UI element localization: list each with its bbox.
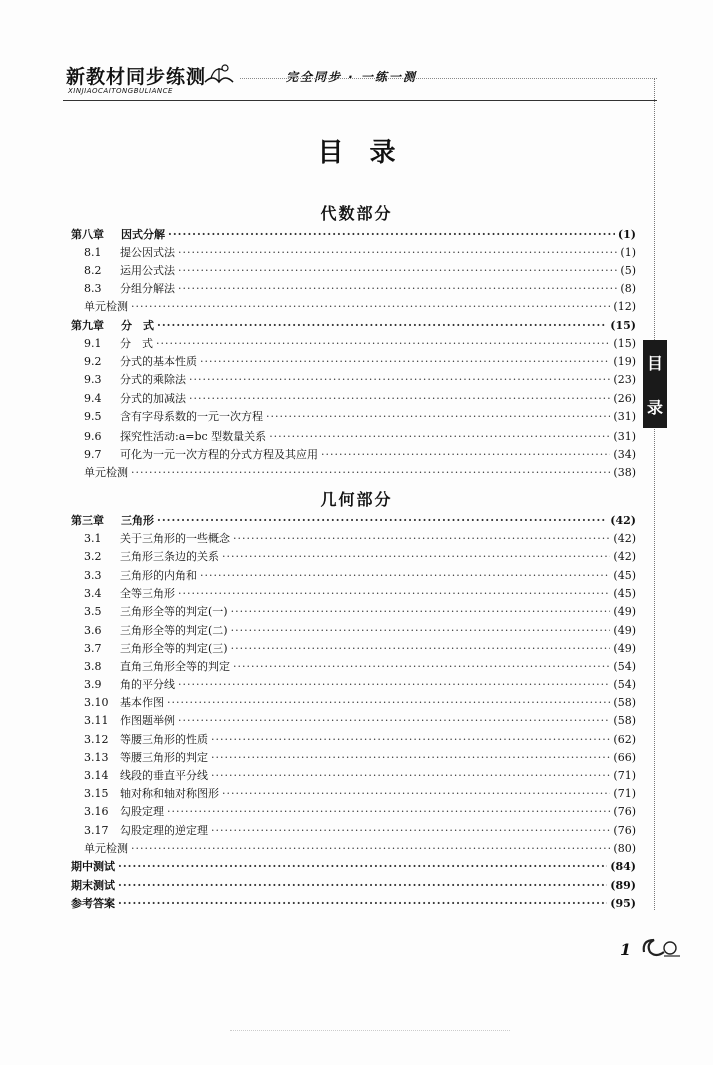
toc-entry-label: 角的平分线 [120, 678, 175, 691]
toc-entry[interactable] [84, 262, 636, 279]
toc-leader-dots [211, 767, 610, 784]
toc-entry[interactable] [84, 803, 636, 820]
toc-leader-dots [167, 694, 610, 711]
toc-entry[interactable] [84, 585, 636, 602]
toc-entry[interactable] [84, 390, 636, 407]
toc-leader-dots [131, 298, 610, 315]
toc-entry-label: 轴对称和轴对称图形 [120, 787, 219, 800]
toc-entry-page: (80) [613, 842, 636, 855]
bottom-noise [230, 1030, 510, 1035]
toc-entry[interactable] [84, 371, 636, 388]
toc-leader-dots [200, 567, 610, 584]
toc-leader-dots [211, 749, 610, 766]
toc-leader-dots [211, 822, 610, 839]
toc-entry-page: (58) [613, 696, 636, 709]
toc-entry-number: 9.2 [84, 355, 102, 368]
toc-leader-dots [131, 840, 610, 857]
toc-entry[interactable] [84, 244, 636, 261]
toc-leader-dots [157, 317, 607, 334]
toc-entry-number: 3.14 [84, 769, 109, 782]
toc-entry-page: (76) [613, 805, 636, 818]
toc-entry-number: 3.3 [84, 569, 102, 582]
toc-entry-page: (12) [613, 300, 636, 313]
toc-entry-label: 含有字母系数的一元一次方程 [120, 410, 263, 423]
toc-entry[interactable] [84, 280, 636, 297]
toc-entry-label: 三角形三条边的关系 [120, 550, 219, 563]
toc-entry-label: 三角形全等的判定(一) [120, 605, 228, 618]
toc-entry-number: 8.1 [84, 246, 102, 259]
toc-entry-number: 3.7 [84, 642, 102, 655]
toc-entry-label: 三角形全等的判定(二) [120, 624, 228, 637]
toc-entry[interactable] [71, 877, 636, 894]
side-tab-char: 录 [646, 397, 663, 417]
toc-entry-page: (42) [613, 550, 636, 563]
toc-entry-page: (31) [613, 410, 636, 423]
toc-entry[interactable] [84, 694, 636, 711]
header-rule [63, 100, 657, 101]
toc-entry-number: 3.2 [84, 550, 102, 563]
toc-entry-number: 9.6 [84, 430, 102, 443]
toc-entry-label: 探究性活动:a=bc 型数量关系 [120, 430, 267, 443]
toc-entry[interactable] [84, 822, 636, 839]
toc-entry-page: (1) [617, 228, 636, 241]
toc-entry-page: (19) [613, 355, 636, 368]
toc-entry-label: 分 式 [120, 337, 153, 350]
toc-leader-dots [178, 262, 617, 279]
toc-entry-label: 可化为一元一次方程的分式方程及其应用 [120, 448, 318, 461]
toc-entry[interactable] [84, 785, 636, 802]
section-title: 代数部分 [320, 204, 393, 223]
toc-entry[interactable] [71, 858, 636, 875]
header-slogan: 完全同步 · 一练一测 [286, 70, 417, 84]
decoration-icon [640, 930, 682, 962]
toc-entry[interactable] [84, 335, 636, 352]
toc-entry-page: (58) [613, 714, 636, 727]
toc-entry-page: (31) [613, 430, 636, 443]
toc-entry-number: 第八章 [71, 228, 104, 241]
toc-leader-dots [189, 390, 610, 407]
toc-entry-label: 分式的乘除法 [120, 373, 186, 386]
toc-entry-label: 线段的垂直平分线 [120, 769, 208, 782]
toc-entry[interactable] [84, 408, 636, 425]
toc-entry-number: 9.5 [84, 410, 102, 423]
toc-entry-page: (84) [610, 860, 636, 873]
toc-entry-number: 3.10 [84, 696, 109, 709]
toc-entry-label: 全等三角形 [120, 587, 175, 600]
toc-leader-dots [200, 353, 610, 370]
toc-entry-label: 单元检测 [84, 842, 128, 855]
toc-leader-dots [269, 428, 610, 445]
toc-leader-dots [118, 858, 607, 875]
toc-leader-dots [231, 640, 611, 657]
toc-entry[interactable] [84, 548, 636, 565]
side-tab [643, 340, 667, 428]
toc-entry-page: (34) [613, 448, 636, 461]
toc-entry-label: 三角形的内角和 [120, 569, 197, 582]
toc-entry[interactable] [84, 840, 636, 857]
page-title: 目录 [317, 138, 422, 168]
toc-entry-page: (89) [610, 879, 636, 892]
section-title: 几何部分 [320, 490, 393, 509]
toc-leader-dots [178, 712, 610, 729]
toc-entry-number: 3.1 [84, 532, 102, 545]
toc-entry-label: 提公因式法 [120, 246, 175, 259]
toc-entry-label: 期中测试 [71, 860, 115, 873]
toc-entry-label: 期末测试 [71, 879, 115, 892]
toc-entry-page: (66) [613, 751, 636, 764]
toc-leader-dots [118, 877, 607, 894]
toc-leader-dots [168, 226, 615, 243]
toc-entry-page: (95) [610, 897, 636, 910]
toc-leader-dots [157, 512, 607, 529]
toc-entry-label: 运用公式法 [120, 264, 175, 277]
toc-entry-number: 9.3 [84, 373, 102, 386]
toc-entry-label: 直角三角形全等的判定 [120, 660, 230, 673]
toc-leader-dots [118, 895, 607, 912]
toc-leader-dots [178, 676, 610, 693]
toc-entry-label: 等腰三角形的判定 [120, 751, 208, 764]
toc-leader-dots [178, 280, 617, 297]
toc-entry[interactable] [71, 512, 636, 529]
toc-leader-dots [266, 408, 610, 425]
toc-entry[interactable] [84, 530, 636, 547]
toc-entry-page: (71) [613, 769, 636, 782]
toc-leader-dots [156, 335, 610, 352]
toc-entry[interactable] [84, 428, 636, 445]
toc-entry[interactable] [84, 464, 636, 481]
toc-entry-number: 8.2 [84, 264, 102, 277]
toc-leader-dots [233, 530, 610, 547]
toc-entry-number: 3.5 [84, 605, 102, 618]
toc-leader-dots [167, 803, 610, 820]
toc-leader-dots [222, 548, 610, 565]
toc-entry-number: 3.13 [84, 751, 109, 764]
toc-entry-number: 第三章 [71, 514, 104, 527]
toc-entry[interactable] [84, 712, 636, 729]
toc-entry-page: (5) [620, 264, 636, 277]
toc-entry-number: 3.8 [84, 660, 102, 673]
toc-entry-page: (45) [613, 569, 636, 582]
toc-entry-number: 3.9 [84, 678, 102, 691]
toc-entry-page: (23) [613, 373, 636, 386]
toc-entry[interactable] [84, 298, 636, 315]
toc-entry-label: 作图题举例 [120, 714, 175, 727]
toc-entry-page: (71) [613, 787, 636, 800]
toc-entry-label: 基本作图 [120, 696, 164, 709]
toc-leader-dots [211, 731, 610, 748]
toc-entry-label: 单元检测 [84, 300, 128, 313]
toc-entry-label: 等腰三角形的性质 [120, 733, 208, 746]
toc-entry-page: (42) [613, 532, 636, 545]
toc-entry-number: 3.6 [84, 624, 102, 637]
toc-entry-number: 9.4 [84, 392, 102, 405]
toc-entry-page: (49) [613, 605, 636, 618]
book-icon [203, 62, 235, 90]
toc-entry-number: 第九章 [71, 319, 104, 332]
toc-entry-number: 3.16 [84, 805, 109, 818]
page-number: 1 [620, 940, 632, 959]
toc-entry[interactable] [84, 658, 636, 675]
toc-leader-dots [178, 585, 610, 602]
toc-entry[interactable] [84, 749, 636, 766]
toc-entry-page: (15) [613, 337, 636, 350]
toc-entry-page: (1) [620, 246, 636, 259]
toc-entry-number: 8.3 [84, 282, 102, 295]
toc-entry-page: (45) [613, 587, 636, 600]
toc-entry-label: 分式的基本性质 [120, 355, 197, 368]
toc-leader-dots [231, 603, 611, 620]
toc-leader-dots [189, 371, 610, 388]
toc-leader-dots [321, 446, 610, 463]
toc-entry-label: 关于三角形的一些概念 [120, 532, 230, 545]
toc-entry-page: (15) [610, 319, 636, 332]
header-brand: 新教材同步练测 [66, 66, 207, 88]
toc-entry[interactable] [84, 603, 636, 620]
toc-entry-page: (54) [613, 678, 636, 691]
header-pinyin: XINJIAOCAITONGBULIANCE [68, 87, 173, 95]
toc-entry-label: 三角形 [121, 514, 154, 527]
toc-entry-page: (38) [613, 466, 636, 479]
toc-entry-label: 分 式 [121, 319, 154, 332]
toc-entry-number: 9.7 [84, 448, 102, 461]
toc-leader-dots [178, 244, 617, 261]
toc-entry-label: 勾股定理 [120, 805, 164, 818]
toc-entry-label: 参考答案 [71, 897, 115, 910]
toc-entry-page: (49) [613, 624, 636, 637]
toc-entry-label: 勾股定理的逆定理 [120, 824, 208, 837]
toc-entry[interactable] [84, 676, 636, 693]
toc-entry[interactable] [71, 317, 636, 334]
toc-entry-page: (26) [613, 392, 636, 405]
toc-entry[interactable] [84, 622, 636, 639]
toc-entry-label: 三角形全等的判定(三) [120, 642, 228, 655]
toc-entry[interactable] [84, 353, 636, 370]
top-dotted-border [240, 78, 657, 79]
toc-leader-dots [233, 658, 610, 675]
toc-entry[interactable] [71, 226, 636, 243]
toc-entry-number: 3.15 [84, 787, 109, 800]
toc-entry-number: 3.4 [84, 587, 102, 600]
toc-entry-number: 3.12 [84, 733, 109, 746]
toc-entry-page: (42) [610, 514, 636, 527]
toc-entry-page: (62) [613, 733, 636, 746]
toc-entry[interactable] [84, 731, 636, 748]
toc-entry-page: (54) [613, 660, 636, 673]
toc-entry[interactable] [84, 567, 636, 584]
toc-entry[interactable] [84, 640, 636, 657]
toc-entry-page: (8) [620, 282, 636, 295]
toc-leader-dots [222, 785, 610, 802]
toc-leader-dots [131, 464, 610, 481]
toc-entry-page: (76) [613, 824, 636, 837]
toc-entry-label: 分组分解法 [120, 282, 175, 295]
toc-entry-number: 9.1 [84, 337, 102, 350]
side-tab-char: 目 [646, 353, 663, 373]
toc-entry[interactable] [71, 895, 636, 912]
toc-entry[interactable] [84, 446, 636, 463]
toc-entry-number: 3.11 [84, 714, 109, 727]
toc-leader-dots [231, 622, 611, 639]
toc-entry[interactable] [84, 767, 636, 784]
toc-entry-label: 因式分解 [121, 228, 165, 241]
toc-entry-label: 单元检测 [84, 466, 128, 479]
toc-entry-page: (49) [613, 642, 636, 655]
toc-entry-number: 3.17 [84, 824, 109, 837]
toc-entry-label: 分式的加减法 [120, 392, 186, 405]
